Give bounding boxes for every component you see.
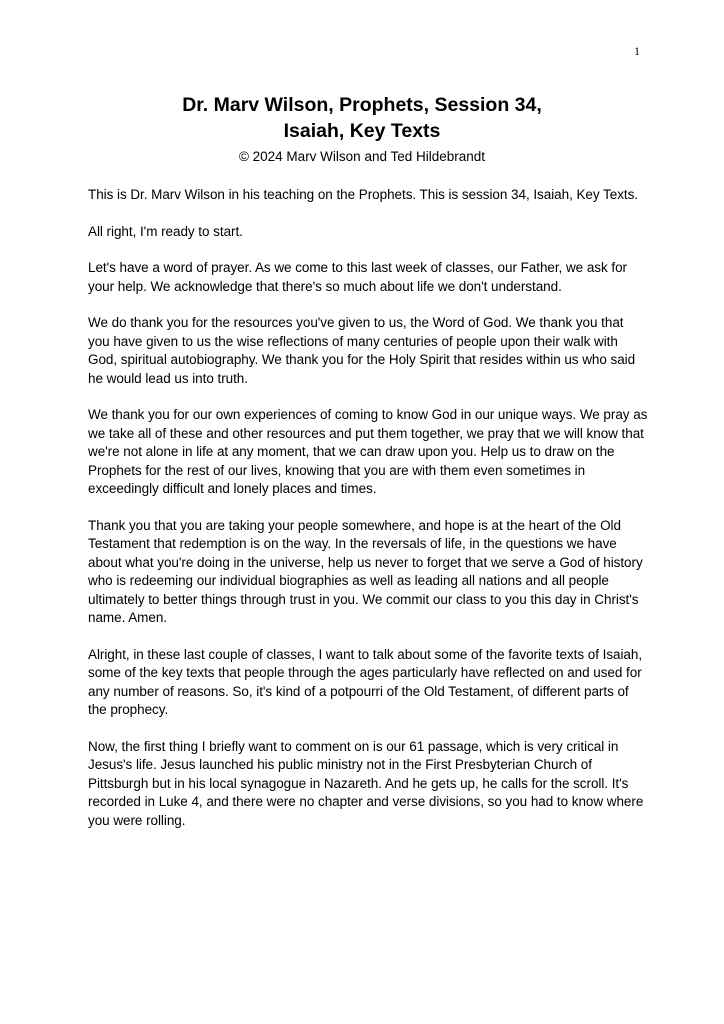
paragraph-8: Now, the first thing I briefly want to comment on is our 61 passage, which is very critical in Jesus's life. Jesus launched his public ministry not in the First Presbyterian Church of Pittsburgh but in his local synagogue in Nazareth. And he gets up, he calls for the scroll. It's recorded in Luke 4, and there were no chapter and verse divisions, so you had to know where you were rolling. <box>88 738 644 828</box>
title-line-1: Dr. Marv Wilson, Prophets, Session 34, <box>182 94 542 116</box>
paragraph-1: This is Dr. Marv Wilson in his teaching on the Prophets. This is session 34, Isaiah, Key Texts. <box>88 187 638 202</box>
paragraph-4: We do thank you for the resources you've given to us, the Word of God. We thank you that you have given to us the wise reflections of many centuries of people upon their walk with God, spiritual autobiography. We thank you for the Holy Spirit that resides within us who said he would lead us into truth. <box>88 315 636 386</box>
page-number: 1 <box>634 44 640 58</box>
paragraph-5: We thank you for our own experiences of coming to know God in our unique ways. We pray as we take all of these and other resources and put them together, we pray that we will know that we're not alone in life at any moment, that we can draw upon you. Help us to draw on the Prophets for the rest of our lives, knowing that you are with them even sometimes in exceedingly difficult and lonely places and times. <box>88 407 648 496</box>
document-body <box>88 186 648 848</box>
paragraph-3: Let's have a word of prayer. As we come to this last week of classes, our Father, we ask for your help. We acknowledge that there's so much about life we don't understand. <box>88 260 627 294</box>
paragraph-7: Alright, in these last couple of classes, I want to talk about some of the favorite texts of Isaiah, some of the key texts that people through the ages particularly have reflected on and used for any number of reasons. So, it's kind of a potpourri of the Old Testament, of different parts of the prophecy. <box>88 646 643 717</box>
title-line-2: Isaiah, Key Texts <box>283 120 441 142</box>
paragraph-6: Thank you that you are taking your people somewhere, and hope is at the heart of the Old Testament that redemption is on the way. In the reversals of life, in the questions we have about what you're doing in the universe, help us never to forget that we serve a God of history who is redeeming our individual biographies as well as leading all nations and all people ultimately to better things through trust in you. We commit our class to you this day in Christ's name. Amen. <box>88 517 643 625</box>
paragraph-2: All right, I'm ready to start. <box>88 223 243 239</box>
document-title <box>0 92 724 144</box>
copyright-notice: © 2024 Marv Wilson and Ted Hildebrandt <box>238 149 486 164</box>
